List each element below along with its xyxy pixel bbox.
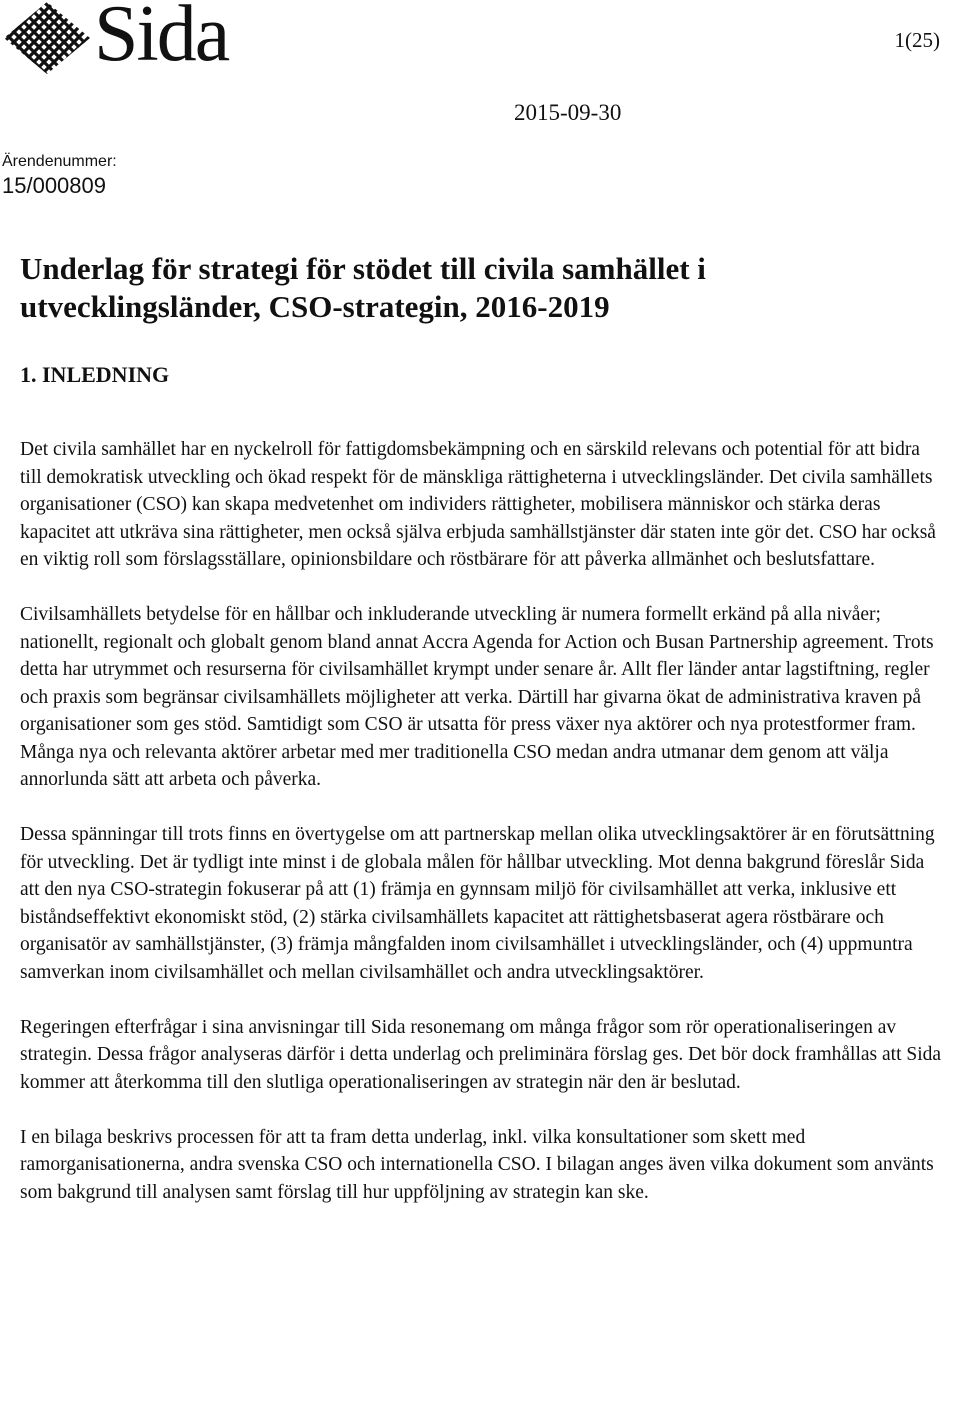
document-date: 2015-09-30 bbox=[514, 100, 622, 125]
paragraph: I en bilaga beskrivs processen för att ta fram detta underlag, inkl. vilka konsultationer som skett med ramorganisationerna, andra svenska CSO och internationella CSO. I bilagan anges även vilka dokument som använts som bakgrund till analysen samt förslag till hur uppföljning av strategin kan ske. bbox=[20, 1126, 934, 1203]
page-number: 1(25) bbox=[894, 28, 940, 52]
case-number-label: Ärendenummer: bbox=[2, 153, 117, 170]
logo-wordmark: Sida bbox=[94, 0, 229, 78]
section-heading: 1. INLEDNING bbox=[20, 362, 170, 387]
paragraph: Civilsamhällets betydelse för en hållbar och inkluderande utveckling är numera formellt erkänd på alla nivåer; nationellt, regionalt och globalt genom bland annat Accra Agenda for Action och Busan Partnership agreement. Trots detta har utrymmet och resurserna för civilsamhället krympt under senare år. Allt fler länder antar lagstiftning, regler och praxis som begränsar civilsamhällets möjligheter att verka. Därtill har givarna ökat de administrativa kraven på organisationer som ges stöd. Samtidigt som CSO är utsatta för press växer nya aktörer och nya protestformer fram. Många nya och relevanta aktörer arbetar med mer traditionella CSO medan andra utmanar dem genom att välja annorlunda sätt att arbeta och påverka. bbox=[20, 604, 934, 790]
sida-logo bbox=[4, 2, 244, 76]
document-title: Underlag för strategi för stödet till civila samhället i utvecklingsländer, CSO-strategin, 2016-2019 bbox=[20, 251, 706, 324]
paragraph: Det civila samhället har en nyckelroll för fattigdomsbekämpning och en särskild relevans och potential för att bidra till demokratisk utveckling och ökad respekt för de mänskliga rättigheterna i utvecklingsländer. Det civila samhällets organisationer (CSO) kan skapa medvetenhet om individers rättigheter, mobilisera människor och stärka deras kapacitet att utkräva sina rättigheter, men också själva erbjuda samhällstjänster där staten inte gör det. CSO har också en viktig roll som förslagsställare, opinionsbildare och röstbärare för att påverka allmänhet och beslutsfattare. bbox=[20, 439, 936, 570]
paragraph: Regeringen efterfrågar i sina anvisningar till Sida resonemang om många frågor som rör operationaliseringen av strategin. Dessa frågor analyseras därför i detta underlag och preliminära förslag ges. Det bör dock framhållas att Sida kommer att återkomma till den slutliga operationaliseringen av strategin när den är beslutad. bbox=[20, 1016, 942, 1093]
sida-logo-mark bbox=[4, 2, 90, 74]
body-text bbox=[20, 436, 942, 1234]
paragraph: Dessa spänningar till trots finns en övertygelse om att partnerskap mellan olika utvecklingsaktörer är en förutsättning för utveckling. Det är tydligt inte minst i de globala målen för hållbar utveckling. Mot denna bakgrund föreslår Sida att den nya CSO-strategin fokuserar på att (1) främja en gynnsam miljö för civilsamhället att verka, inklusive ett biståndseffektivt ekonomiskt stöd, (2) stärka civilsamhällets kapacitet att rättighetsbaserat agera röstbärare och organisatör av samhällstjänster, (3) främja mångfalden inom civilsamhället i utvecklingsländer, och (4) uppmuntra samverkan inom civilsamhället och mellan civilsamhället och andra utvecklingsaktörer. bbox=[20, 824, 935, 983]
case-number: 15/000809 bbox=[2, 173, 106, 198]
